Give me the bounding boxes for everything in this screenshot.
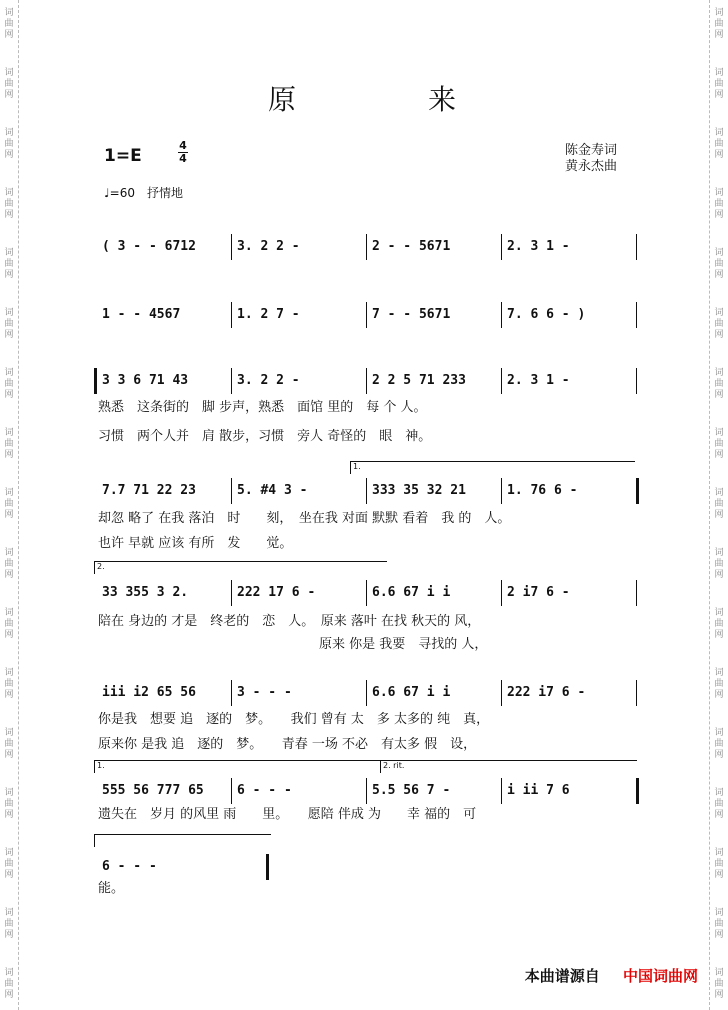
bar-line — [501, 778, 502, 804]
lyric-line: 熟悉 这条街的 脚 步声，熟悉 面馆 里的 每 个 人。 — [98, 400, 427, 415]
watermark-glyph: 网 — [714, 690, 724, 700]
watermark-glyph: 曲 — [714, 619, 724, 629]
measure: i ii 7 6 — [507, 783, 570, 798]
staff-row — [98, 366, 638, 396]
lyric-line: 也许 早就 应该 有所 发 觉。 — [98, 536, 293, 551]
watermark-glyph: 网 — [714, 30, 724, 40]
watermark-glyph: 曲 — [4, 679, 14, 689]
watermark-glyph: 词 — [4, 608, 14, 618]
lyric-line: 你是我 想要 追 逐的 梦。 我们 曾有 太 多 太多的 纯 真， — [98, 712, 490, 727]
bar-line — [366, 778, 367, 804]
watermark-glyph: 曲 — [714, 679, 724, 689]
watermark-glyph: 词 — [714, 308, 724, 318]
watermark-glyph: 网 — [714, 750, 724, 760]
watermark-glyph: 曲 — [4, 799, 14, 809]
lyricist: 陈金寿词 — [565, 143, 618, 158]
watermark-glyph: 网 — [4, 150, 14, 160]
watermark-glyph: 网 — [4, 270, 14, 280]
watermark-glyph: 网 — [4, 510, 14, 520]
watermark-glyph: 词 — [714, 728, 724, 738]
measure: 1 - - 4567 — [102, 307, 181, 322]
watermark-glyph: 网 — [4, 90, 14, 100]
watermark-glyph: 曲 — [714, 979, 724, 989]
lyric-line: 陪在 身边的 才是 终老的 恋 人。 原来 落叶 在找 秋天的 风， — [98, 614, 481, 629]
bar-line — [231, 368, 232, 394]
lyric-line: 习惯 两个人并 肩 散步，习惯 旁人 奇怪的 眼 神。 — [98, 429, 432, 444]
bar-line — [366, 580, 367, 606]
watermark-glyph: 网 — [4, 450, 14, 460]
bar-line — [501, 478, 502, 504]
watermark-glyph: 词 — [4, 128, 14, 138]
watermark-glyph: 词 — [714, 608, 724, 618]
watermark-glyph: 曲 — [4, 259, 14, 269]
staff-row — [98, 852, 638, 882]
watermark-glyph: 曲 — [4, 859, 14, 869]
bar-line — [501, 368, 502, 394]
composer: 黄永杰曲 — [565, 159, 618, 174]
watermark-glyph: 曲 — [714, 19, 724, 29]
measure: 33 355 3 2. — [102, 585, 189, 600]
footer-source: 本曲谱源自 — [524, 967, 600, 985]
watermark-glyph: 词 — [714, 488, 724, 498]
watermark-glyph: 网 — [714, 150, 724, 160]
measure: 3 - - - — [237, 685, 292, 700]
measure: 7 - - 5671 — [372, 307, 451, 322]
watermark-glyph: 网 — [4, 30, 14, 40]
watermark-glyph: 词 — [714, 908, 724, 918]
bar-line — [636, 478, 639, 504]
watermark-glyph: 词 — [4, 368, 14, 378]
measure: 6.6 67 i i — [372, 585, 451, 600]
bar-line — [501, 580, 502, 606]
watermark-glyph: 网 — [714, 90, 724, 100]
song-title: 原 来 — [267, 83, 460, 116]
watermark-glyph: 曲 — [4, 439, 14, 449]
lyric-line: 原来你 是我 追 逐的 梦。 青春 一场 不必 有太多 假 设， — [98, 737, 477, 752]
watermark-glyph: 网 — [714, 210, 724, 220]
bar-line — [231, 234, 232, 260]
watermark-glyph: 曲 — [714, 439, 724, 449]
bar-line — [266, 854, 269, 880]
volta-bracket: 2. — [94, 561, 387, 574]
measure: 3 3 6 71 43 — [102, 373, 189, 388]
watermark-glyph: 网 — [714, 510, 724, 520]
bar-line — [366, 478, 367, 504]
watermark-glyph: 网 — [4, 870, 14, 880]
right-margin-strip — [709, 0, 728, 1010]
footer — [525, 965, 698, 986]
watermark-glyph: 网 — [4, 690, 14, 700]
watermark-glyph: 词 — [4, 428, 14, 438]
measure: 333 35 32 21 — [372, 483, 466, 498]
footer-site: 中国词曲网 — [622, 967, 698, 985]
watermark-glyph: 词 — [4, 968, 14, 978]
staff-row — [98, 300, 638, 330]
watermark-glyph: 网 — [714, 570, 724, 580]
watermark-glyph: 曲 — [714, 859, 724, 869]
time-signature: 4 4 — [179, 139, 187, 165]
watermark-glyph: 词 — [714, 848, 724, 858]
watermark-glyph: 网 — [714, 930, 724, 940]
watermark-glyph: 曲 — [714, 559, 724, 569]
bar-line — [231, 580, 232, 606]
watermark-glyph: 词 — [714, 188, 724, 198]
staff-row — [98, 678, 638, 708]
bar-line — [366, 680, 367, 706]
measure: ( 3 - - 6712 — [102, 239, 196, 254]
watermark-glyph: 曲 — [4, 739, 14, 749]
bar-line — [636, 302, 637, 328]
watermark-glyph: 曲 — [714, 739, 724, 749]
lyric-line: 能。 — [98, 881, 125, 896]
bar-line — [501, 234, 502, 260]
watermark-glyph: 词 — [714, 128, 724, 138]
measure: 2. 3 1 - — [507, 239, 570, 254]
watermark-glyph: 词 — [4, 248, 14, 258]
key-signature: 1=E — [104, 146, 142, 166]
tempo-marking: ♩=60 抒情地 — [104, 186, 183, 200]
watermark-glyph: 词 — [4, 308, 14, 318]
measure: 2 i7 6 - — [507, 585, 570, 600]
bar-line — [636, 680, 637, 706]
watermark-glyph: 曲 — [4, 619, 14, 629]
volta-bracket: 1. — [94, 760, 381, 773]
bar-line — [231, 302, 232, 328]
watermark-glyph: 曲 — [714, 319, 724, 329]
bar-line — [501, 680, 502, 706]
watermark-glyph: 词 — [4, 488, 14, 498]
watermark-glyph: 网 — [4, 330, 14, 340]
watermark-glyph: 词 — [4, 788, 14, 798]
watermark-glyph: 网 — [714, 810, 724, 820]
bar-line — [231, 680, 232, 706]
watermark-glyph: 网 — [4, 750, 14, 760]
measure: 5. #4 3 - — [237, 483, 308, 498]
watermark-glyph: 词 — [4, 848, 14, 858]
bar-line — [366, 234, 367, 260]
measure: 1. 76 6 - — [507, 483, 578, 498]
measure: 6 - - - — [237, 783, 292, 798]
bar-line — [636, 234, 637, 260]
lyric-line: 原来 你是 我要 寻找的 人， — [98, 637, 488, 652]
measure: 3. 2 2 - — [237, 239, 300, 254]
bar-line — [501, 302, 502, 328]
watermark-glyph: 网 — [4, 630, 14, 640]
staff-row — [98, 232, 638, 262]
watermark-glyph: 网 — [714, 390, 724, 400]
bar-line — [636, 368, 637, 394]
measure: iii i2 65 56 — [102, 685, 196, 700]
measure: 5.5 56 7 - — [372, 783, 451, 798]
measure: 7.7 71 22 23 — [102, 483, 196, 498]
watermark-glyph: 词 — [4, 548, 14, 558]
watermark-glyph: 词 — [714, 8, 724, 18]
watermark-glyph: 网 — [714, 270, 724, 280]
watermark-glyph: 网 — [714, 450, 724, 460]
staff-row — [98, 578, 638, 608]
watermark-glyph: 词 — [4, 728, 14, 738]
measure: 2 2 5 71 233 — [372, 373, 466, 388]
watermark-glyph: 词 — [714, 68, 724, 78]
watermark-glyph: 词 — [714, 548, 724, 558]
watermark-glyph: 曲 — [714, 919, 724, 929]
watermark-glyph: 网 — [714, 630, 724, 640]
watermark-glyph: 网 — [4, 210, 14, 220]
watermark-glyph: 词 — [4, 8, 14, 18]
watermark-glyph: 曲 — [4, 199, 14, 209]
watermark-glyph: 网 — [714, 990, 724, 1000]
watermark-glyph: 词 — [4, 668, 14, 678]
bar-line — [366, 302, 367, 328]
measure: 2 - - 5671 — [372, 239, 451, 254]
lyric-line: 却忽 略了 在我 落泊 时 刻， 坐在我 对面 默默 看着 我 的 人。 — [98, 511, 511, 526]
watermark-glyph: 曲 — [4, 979, 14, 989]
watermark-glyph: 曲 — [4, 499, 14, 509]
watermark-glyph: 曲 — [4, 919, 14, 929]
measure: 555 56 777 65 — [102, 783, 204, 798]
watermark-glyph: 网 — [4, 810, 14, 820]
watermark-glyph: 曲 — [714, 259, 724, 269]
watermark-glyph: 网 — [4, 990, 14, 1000]
bar-line — [636, 580, 637, 606]
watermark-glyph: 网 — [4, 390, 14, 400]
credits — [565, 143, 617, 175]
staff-row — [98, 776, 638, 806]
watermark-glyph: 曲 — [714, 79, 724, 89]
watermark-glyph: 曲 — [714, 499, 724, 509]
repeat-start-bar — [94, 368, 97, 394]
watermark-glyph: 词 — [714, 968, 724, 978]
watermark-glyph: 词 — [714, 428, 724, 438]
volta-bracket: 1. — [350, 461, 635, 474]
measure: 3. 2 2 - — [237, 373, 300, 388]
watermark-glyph: 曲 — [714, 379, 724, 389]
watermark-glyph: 曲 — [4, 139, 14, 149]
watermark-glyph: 词 — [714, 788, 724, 798]
bar-line — [636, 778, 639, 804]
measure: 2. 3 1 - — [507, 373, 570, 388]
measure: 6.6 67 i i — [372, 685, 451, 700]
measure: 1. 2 7 - — [237, 307, 300, 322]
watermark-glyph: 曲 — [4, 319, 14, 329]
lyric-line: 遗失在 岁月 的风里 雨 里。 愿陪 伴成 为 幸 福的 可 — [98, 807, 477, 822]
staff-row — [98, 476, 638, 506]
bar-line — [231, 478, 232, 504]
watermark-glyph: 词 — [4, 188, 14, 198]
watermark-glyph: 词 — [714, 368, 724, 378]
watermark-glyph: 网 — [4, 930, 14, 940]
watermark-glyph: 词 — [4, 908, 14, 918]
bar-line — [366, 368, 367, 394]
watermark-glyph: 网 — [714, 330, 724, 340]
watermark-glyph: 曲 — [4, 379, 14, 389]
watermark-glyph: 曲 — [4, 19, 14, 29]
watermark-glyph: 曲 — [4, 79, 14, 89]
watermark-glyph: 曲 — [714, 199, 724, 209]
bar-line — [231, 778, 232, 804]
measure: 222 17 6 - — [237, 585, 316, 600]
watermark-glyph: 词 — [714, 248, 724, 258]
measure: 7. 6 6 - ) — [507, 307, 586, 322]
watermark-glyph: 曲 — [714, 139, 724, 149]
watermark-glyph: 词 — [4, 68, 14, 78]
volta-bracket-final — [94, 834, 271, 847]
watermark-glyph: 曲 — [4, 559, 14, 569]
watermark-glyph: 词 — [714, 668, 724, 678]
watermark-glyph: 网 — [714, 870, 724, 880]
left-margin-strip — [0, 0, 19, 1010]
measure: 222 i7 6 - — [507, 685, 586, 700]
volta-bracket: 2. rit. — [380, 760, 637, 773]
watermark-glyph: 网 — [4, 570, 14, 580]
watermark-glyph: 曲 — [714, 799, 724, 809]
measure: 6 - - - — [102, 859, 157, 874]
